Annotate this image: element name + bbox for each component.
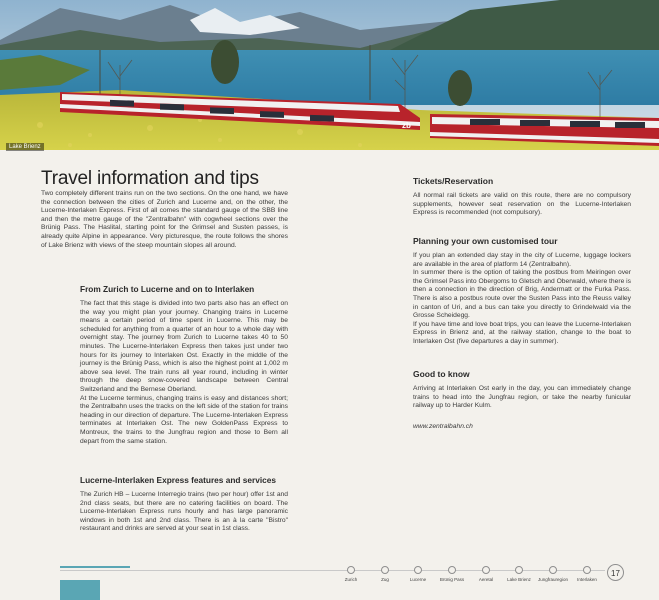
route-stop-label: Lake Brienz — [507, 577, 531, 582]
intro-paragraph: Two completely different trains run on the two sections. On the one hand, we have the connection between the cities of Zurich and Lucerne and, on the other, the Lucerne-Interlaken Express. First of all comes the standard gauge of the SBB line and then the metre gauge of the "Zentralbahn" with cogwheel sections over the Brünig Pass. The Haslital, starting point for the Grimsel and Susten passes, is already quite Alpine in appearance. Very picturesque, the route follows the shores of Lake Brienz with views of the steep mountain slopes all around. — [41, 190, 288, 249]
website-link[interactable]: www.zentralbahn.ch — [413, 422, 473, 430]
section-good-to-know — [413, 369, 631, 431]
route-stop-label: Lucerne — [409, 577, 427, 582]
lake-brienz-photo — [0, 0, 659, 150]
section-heading: From Zurich to Lucerne and on to Interlaken — [80, 284, 255, 294]
header-photo — [0, 0, 659, 150]
footer-accent-block — [60, 580, 100, 600]
route-stop-label: Zug — [381, 577, 389, 582]
section-planning — [413, 236, 631, 347]
route-line — [60, 570, 605, 571]
section-paragraph: If you plan an extended day stay in the city of Lucerne, luggage lockers are available in the area of platform 14 (Zentralbahn). — [413, 252, 631, 268]
route-stop-dot — [515, 566, 523, 574]
route-stop-dot — [347, 566, 355, 574]
route-stop-dot — [482, 566, 490, 574]
route-stop-dot — [381, 566, 389, 574]
section-heading: Tickets/Reservation — [413, 176, 494, 186]
route-accent — [60, 566, 130, 568]
section-paragraph: Arriving at Interlaken Ost early in the day, you can immediately change trains to head into the Jungfrau region, or take the nearby funicular railway up to Harder Kulm. — [413, 385, 631, 410]
route-stop-dot — [414, 566, 422, 574]
page-title: Travel information and tips — [41, 168, 259, 189]
section-paragraph: At the Lucerne terminus, changing trains is easy and distances short; the Zentralbahn uses the tracks on the left side of the station for trains heading in our direction of departure. The Lucerne-Interlaken Express terminates at Interlaken Ost. The new GoldenPass Express to Montreux, the trains to the Jungfrau region and those to Bern all depart from the same station. — [80, 394, 288, 445]
train-logo: zb — [402, 121, 411, 130]
section-paragraph: All normal rail tickets are valid on this route, there are no compulsory supplements, however seat reservation on the Lucerne-Interlaken Express is recommended (not compulsory). — [413, 192, 631, 217]
route-stop-label: Zurich — [344, 577, 358, 582]
section-heading: Good to know — [413, 369, 470, 379]
route-stop-label: Brünig Pass — [439, 577, 465, 582]
route-stop-label: Jungfrauregion — [537, 577, 569, 582]
section-paragraph: In summer there is the option of taking the postbus from Meiringen over the Grimsel Pass into Obergoms to Gletsch and Oberwald, where there is then a connection in the direction of Brig, Andermatt or the Furka Pass. There is also a postbus route over the Susten Pass into the Reuss valley in canton of Uri, and a bus can take you directly to Grindelwald via the Grosse Scheidegg. — [413, 269, 631, 320]
photo-caption: Lake Brienz — [6, 143, 44, 151]
route-stop-dot — [583, 566, 591, 574]
section-paragraph: The fact that this stage is divided into two parts also has an effect on the way you might plan your journey. Changing trains in Lucerne means a certain period of time spent in Lucerne. This may be scheduled for anything from a quarter of an hour to a whole day with overnight stay. The journey from Zurich to Lucerne takes 40 to 50 minutes. The Lucerne-Interlaken Express then takes just under two hours for its journey to Interlaken Ost. Exactly in the middle of the journey is the Brünig Pass, which is also the highest point at 1,002 m above sea level. The train runs all year round, including in winter through the deep snow-covered landscape between Central Switzerland and the Bernese Oberland. — [80, 300, 288, 393]
section-heading: Planning your own customised tour — [413, 236, 558, 246]
route-stop-label: Interlaken — [577, 577, 597, 582]
section-paragraph: If you have time and love boat trips, you can leave the Lucerne-Interlaken Express in Brienz and, at the railway station, change to the boat to Interlaken Ost (five departures a day in summer). — [413, 320, 631, 345]
page-number: 17 — [607, 564, 624, 581]
section-zurich-lucerne — [80, 284, 288, 446]
section-tickets — [413, 176, 631, 218]
section-express-features — [80, 475, 288, 534]
route-stop-dot — [448, 566, 456, 574]
route-stop-dot — [549, 566, 557, 574]
section-paragraph: The Zurich HB – Lucerne Interregio trains (two per hour) offer 1st and 2nd class seats, but there are no catering facilities on board. The Lucerne-Interlaken Express runs hourly and has large panoramic windows in both 1st and 2nd class. There is an à la carte "Bistro" restaurant and drinks are served at your seat in 1st class. — [80, 491, 288, 533]
section-heading: Lucerne-Interlaken Express features and services — [80, 475, 276, 485]
route-stop-label: Aeretal — [478, 577, 494, 582]
